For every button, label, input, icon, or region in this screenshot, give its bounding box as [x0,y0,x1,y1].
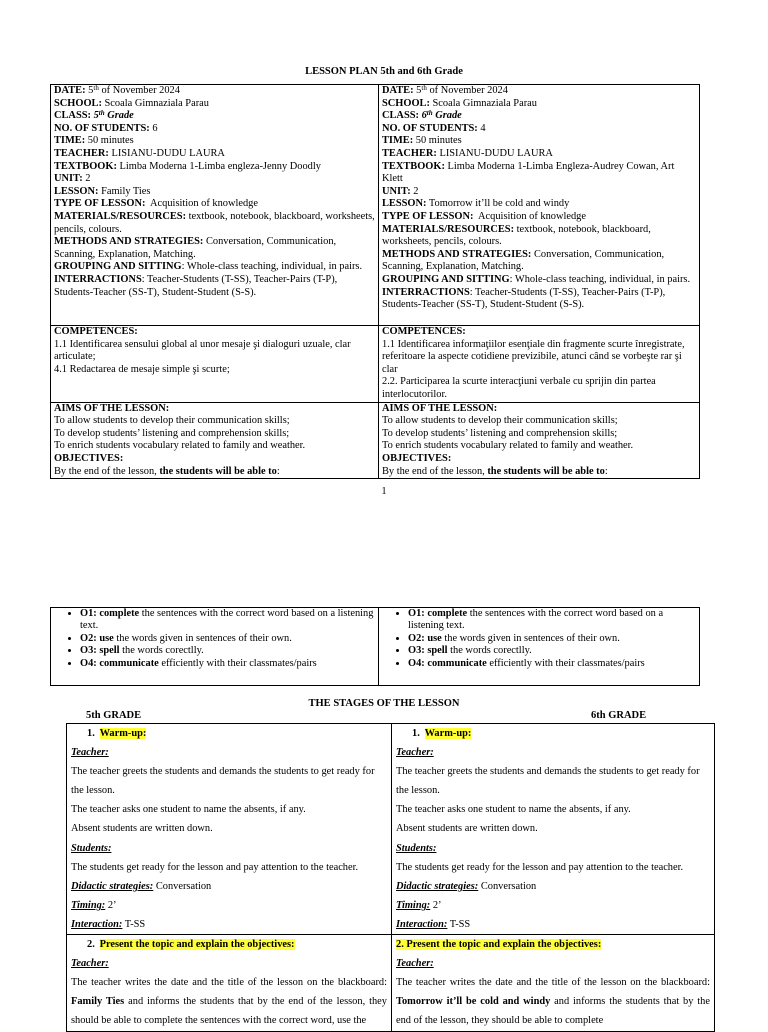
lesson-plan-header-table [50,84,700,479]
grouping-line: GROUPING AND SITTING: Whole-class teaching, individual, in pairs. [382,273,691,285]
timing-line: Timing: 2’ [71,899,117,911]
unit-line: UNIT: 2 [382,185,419,197]
type-line: TYPE OF LESSON: Acquisition of knowledge [54,198,258,210]
teacher-text: The teacher writes the date and the title of the lesson on the blackboard: Family Ties and informs the students that by the end of the lesson, they should be able to complete the sentences with the correct word, use the [71,977,387,1027]
lesson-line: LESSON: Tomorrow it’ll be cold and windy [382,198,570,210]
objective-item: • O4: communicate efficiently with their classmates/pairs [80,658,375,670]
methods-line: METHODS AND STRATEGIES: Conversation, Communication, Scanning, Explanation, Matching. [382,248,665,273]
competences-heading: COMPETENCES: [54,326,138,337]
objectives-cell-6th [379,608,700,686]
grade-label-6th: 6th GRADE [591,710,647,721]
methods-line: METHODS AND STRATEGIES: Conversation, Communication, Scanning, Explanation, Matching. [54,236,337,260]
time-line: TIME: 50 minutes [382,135,462,147]
lesson-line: LESSON: Family Ties [54,185,151,197]
aim-item: To enrich students vocabulary related to family and weather. [382,440,634,452]
info-cell-5th-grade [51,85,379,326]
aim-item: To develop students’ listening and comprehension skills; [54,427,290,439]
objective-item: • O1: complete the sentences with the correct word based on a listening text. [80,608,375,633]
page-number: 1 [381,486,387,497]
stages-title: THE STAGES OF THE LESSON [308,698,460,709]
objectives-heading: OBJECTIVES: [382,452,452,464]
grade-label-5th: 5th GRADE [86,710,142,721]
teacher-label: Teacher: [396,747,434,759]
school-line: SCHOOL: Scoala Gimnaziala Parau [382,97,537,109]
type-line: TYPE OF LESSON: Acquisition of knowledge [382,210,586,222]
strategies-line: Didactic strategies: Conversation [396,880,537,892]
interactions-line: INTERRACTIONS: Teacher-Students (T-SS), Teacher-Pairs (T-P), Students-Teacher (SS-T), Student-Student (S-S). [382,286,666,311]
present-cell-5th [67,935,392,1031]
objectives-list [54,608,375,670]
students-text: The students get ready for the lesson and pay attention to the teacher. [396,861,684,873]
warmup-cell-5th [67,724,392,935]
grouping-line: GROUPING AND SITTING: Whole-class teaching, individual, in pairs. [54,261,363,273]
aim-item: To enrich students vocabulary related to family and weather. [54,440,306,452]
aims-cell-6th [379,402,700,479]
teacher-text: The teacher writes the date and the title of the lesson on the blackboard: Tomorrow it’ll be cold and windy and informs the students that by the end of the lesson, they should be able to complete [396,977,710,1027]
teacher-line: TEACHER: LISIANU-DUDU LAURA [382,147,553,159]
class-line: CLASS: 5th Grade [54,109,134,122]
students-line: NO. OF STUDENTS: 4 [382,122,486,134]
warmup-cell-6th [392,724,715,935]
present-cell-6th [392,935,715,1031]
objectives-heading: OBJECTIVES: [54,452,124,464]
stages-table [66,723,715,1032]
aim-item: To develop students’ listening and comprehension skills; [382,427,618,439]
competence-item: 1.1 Identificarea sensului global al unor mesaje şi dialoguri uzuale, clar articulate; [54,338,351,363]
date-line: DATE: 5th of November 2024 [382,84,508,96]
materials-line: MATERIALS/RESOURCES: textbook, notebook, blackboard, worksheets, pencils, colours. [54,210,375,235]
competences-heading: COMPETENCES: [382,326,466,337]
teacher-text: The teacher greets the students and demands the students to get ready for the lesson. [71,766,375,797]
teacher-text: The teacher greets the students and demands the students to get ready for the lesson. [396,766,700,797]
interaction-line: Interaction: T-SS [71,918,146,930]
interactions-line: INTERRACTIONS: Teacher-Students (T-SS), Teacher-Pairs (T-P), Students-Teacher (SS-T), Student-Student (S-S). [54,273,338,298]
aim-item: To allow students to develop their communication skills; [382,415,618,427]
teacher-text: Absent students are written down. [71,823,213,835]
competence-item: 4.1 Redactarea de mesaje simple şi scurte; [54,363,230,375]
objectives-intro: By the end of the lesson, the students will be able to: [54,465,280,477]
aims-heading: AIMS OF THE LESSON: [382,402,498,414]
objective-item: • O3: spell the words corectlly. [80,645,375,657]
present-heading: 2. Present the topic and explain the objectives: [87,939,295,951]
competences-cell-6th [379,326,700,403]
lesson-plan-title: LESSON PLAN 5th and 6th Grade [305,66,463,77]
aims-cell-5th [51,402,379,479]
students-line: NO. OF STUDENTS: 6 [54,122,158,134]
objective-item: • O4: communicate efficiently with their classmates/pairs [408,658,696,670]
objective-item: • O3: spell the words corectlly. [408,645,696,657]
objectives-table [50,607,700,686]
time-line: TIME: 50 minutes [54,135,134,147]
teacher-label: Teacher: [71,747,109,759]
objectives-list [382,608,696,670]
present-heading: 2. Present the topic and explain the objectives: [396,939,602,951]
teacher-label: Teacher: [396,958,434,970]
school-line: SCHOOL: Scoala Gimnaziala Parau [54,97,209,109]
warmup-heading: 1. Warm-up: [412,728,472,739]
competence-item: 2.2. Participarea la scurte interacţiuni verbale cu sprijin din partea interlocutorilor. [382,376,656,400]
objectives-cell-5th [51,608,379,686]
students-label: Students: [71,842,112,854]
competences-cell-5th [51,326,379,403]
objectives-intro: By the end of the lesson, the students will be able to: [382,465,608,477]
class-line: CLASS: 6th Grade [382,109,462,122]
materials-line: MATERIALS/RESOURCES: textbook, notebook, blackboard, worksheets, pencils, colours. [382,223,651,248]
interaction-line: Interaction: T-SS [396,918,471,930]
aim-item: To allow students to develop their communication skills; [54,415,290,427]
students-label: Students: [396,842,437,854]
teacher-text: Absent students are written down. [396,823,538,835]
students-text: The students get ready for the lesson and pay attention to the teacher. [71,861,359,873]
warmup-heading: 1. Warm-up: [87,728,147,739]
info-cell-6th-grade [379,85,700,326]
textbook-line: TEXTBOOK: Limba Moderna 1-Limba Engleza-Audrey Cowan, Art Klett [382,160,675,185]
date-line: DATE: 5th of November 2024 [54,84,180,96]
textbook-line: TEXTBOOK: Limba Moderna 1-Limba engleza-Jenny Doodly [54,160,321,172]
teacher-line: TEACHER: LISIANU-DUDU LAURA [54,147,225,159]
competence-item: 1.1 Identificarea informaţiilor esenţiale din fragmente scurte înregistrate, referitoare la aspecte cotidiene previzibile, atunci când se vorbeşte rar şi clar [382,338,685,375]
teacher-text: The teacher asks one student to name the absents, if any. [396,804,631,816]
unit-line: UNIT: 2 [54,173,91,185]
objective-item: • O1: complete the sentences with the correct word based on a listening text. [408,608,696,633]
strategies-line: Didactic strategies: Conversation [71,880,212,892]
teacher-label: Teacher: [71,958,109,970]
objective-item: • O2: use the words given in sentences of their own. [80,633,375,645]
objective-item: • O2: use the words given in sentences of their own. [408,633,696,645]
aims-heading: AIMS OF THE LESSON: [54,402,170,414]
timing-line: Timing: 2’ [396,899,442,911]
teacher-text: The teacher asks one student to name the absents, if any. [71,804,306,816]
